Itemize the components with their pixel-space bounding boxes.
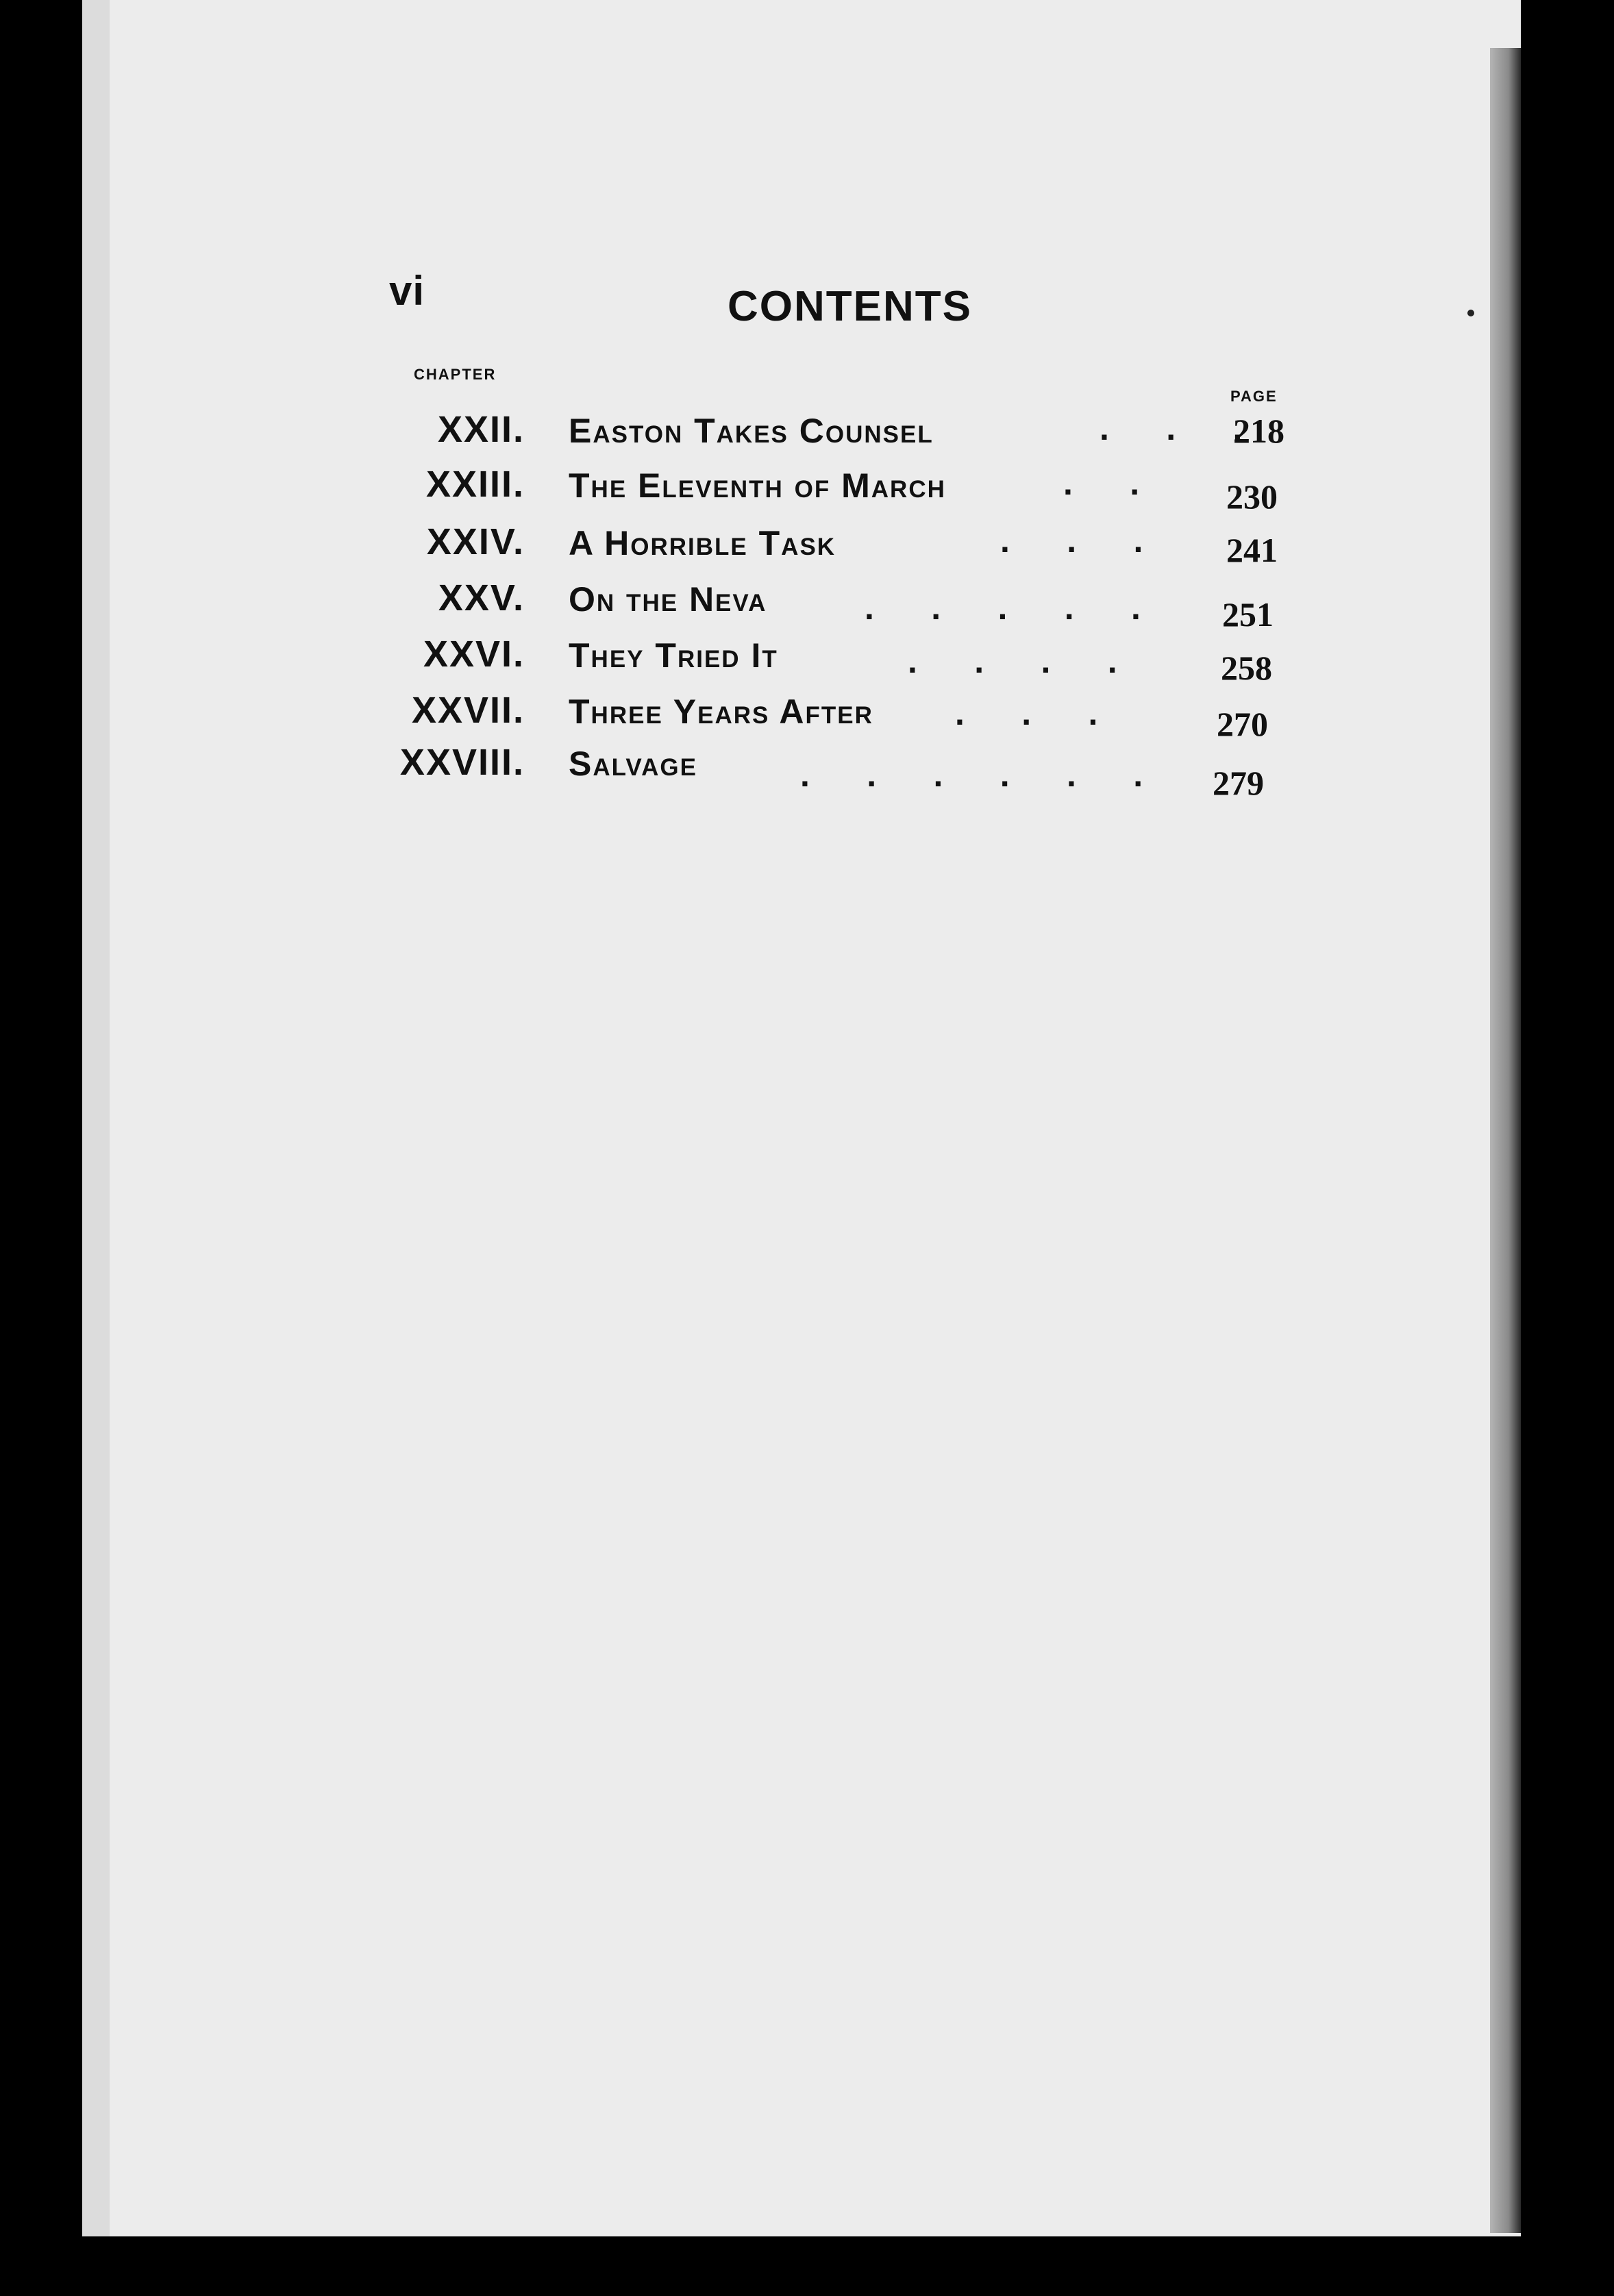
chapter-title: The Eleventh of March bbox=[569, 466, 946, 505]
chapter-title: On the Neva bbox=[569, 580, 767, 619]
chapter-number: XXV. bbox=[438, 577, 525, 619]
chapter-column-label: CHAPTER bbox=[414, 366, 497, 383]
page-number-folio: vi bbox=[389, 268, 425, 314]
toc-entry bbox=[0, 408, 1614, 463]
page-header bbox=[0, 267, 1614, 329]
scan-border bbox=[1521, 0, 1614, 2296]
scan-speck bbox=[1467, 310, 1474, 316]
scanned-page bbox=[82, 0, 1521, 2236]
toc-entry bbox=[0, 577, 1614, 632]
chapter-number: XXVII. bbox=[411, 690, 525, 731]
chapter-page: 270 bbox=[1217, 705, 1268, 743]
chapter-page: 258 bbox=[1221, 649, 1272, 687]
chapter-title: They Tried It bbox=[569, 636, 778, 675]
toc-entry bbox=[0, 521, 1614, 575]
dot-leader: . . . bbox=[1100, 409, 1243, 447]
chapter-number: XXII. bbox=[437, 409, 525, 450]
chapter-number: XXVIII. bbox=[399, 742, 525, 783]
chapter-page: 241 bbox=[1226, 531, 1278, 569]
chapter-page: 251 bbox=[1222, 595, 1274, 634]
page-column-label: PAGE bbox=[1230, 388, 1278, 405]
dot-leader: . . . . bbox=[908, 642, 1117, 680]
dot-leader: . . . . . . bbox=[800, 756, 1143, 794]
chapter-title: Salvage bbox=[569, 745, 697, 783]
chapter-page: 218 bbox=[1233, 412, 1284, 450]
dot-leader: . . . bbox=[955, 694, 1098, 732]
toc-entry bbox=[0, 633, 1614, 688]
chapter-number: XXIV. bbox=[426, 521, 525, 562]
dot-leader: . . . bbox=[1000, 521, 1143, 560]
chapter-page: 230 bbox=[1226, 477, 1278, 516]
chapter-title: Easton Takes Counsel bbox=[569, 412, 934, 450]
page-edge-shadow bbox=[1490, 48, 1521, 2233]
chapter-title: Three Years After bbox=[569, 692, 873, 731]
running-head-title: CONTENTS bbox=[728, 283, 972, 330]
chapter-page: 279 bbox=[1213, 764, 1264, 802]
dot-leader: . . bbox=[1063, 464, 1140, 502]
toc-entry bbox=[0, 741, 1614, 802]
chapter-number: XXVI. bbox=[423, 634, 525, 675]
chapter-title: A Horrible Task bbox=[569, 524, 836, 562]
toc-entry bbox=[0, 463, 1614, 518]
toc-entry bbox=[0, 689, 1614, 744]
dot-leader: . . . . . bbox=[865, 588, 1141, 627]
chapter-number: XXIII. bbox=[425, 464, 525, 505]
